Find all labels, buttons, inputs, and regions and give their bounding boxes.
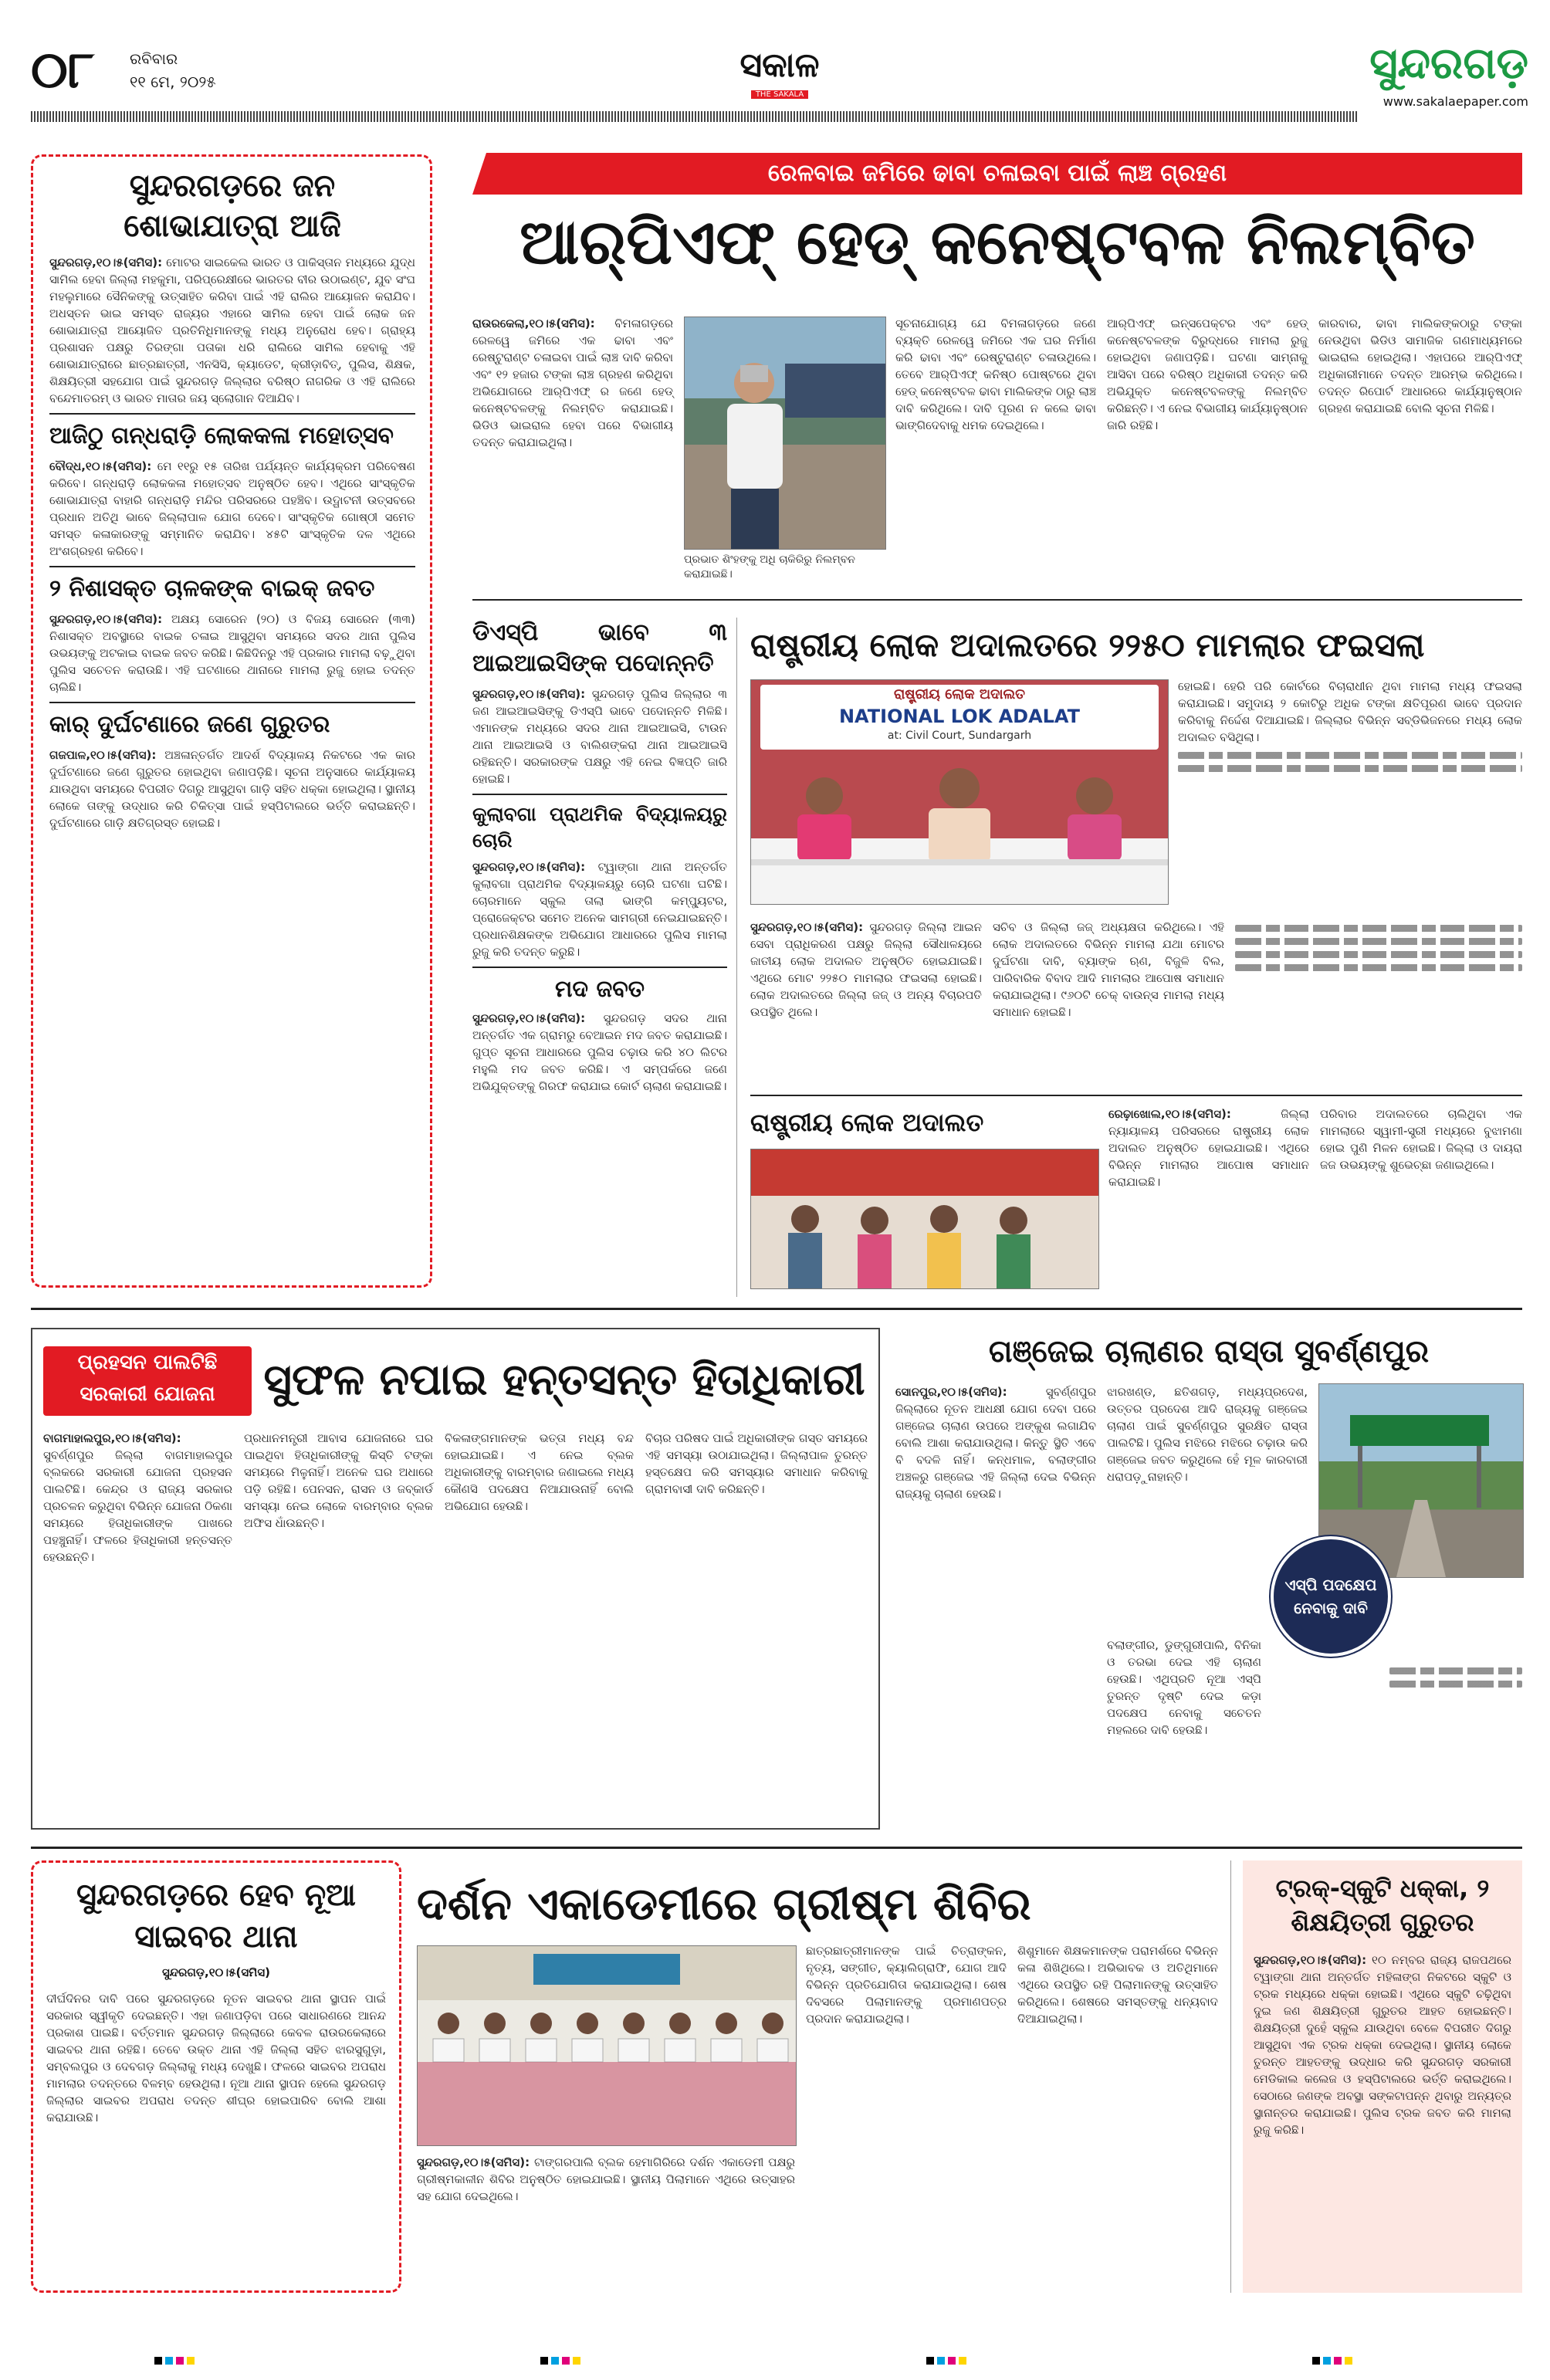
story-body: ସଚିବ ଓ ଜିଲ୍ଲା ଜଜ୍ ଅଧ୍ୟକ୍ଷତା କରିଥିଲେ। ଏହି ଲୋକ ଅଦାଲତରେ ବିଭିନ୍ନ ମାମଲା ଯଥା ମୋଟର ଦୁର୍ଘଟଣା ଦାବି, ବ୍ୟାଙ୍କ ଋଣ, ବିଜୁଳି ବିଲ, ପାରିବାରିକ ବିବାଦ ଆଦି ମାମଲାର ଆପୋଷ ସମାଧାନ କରାଯାଇଥିଲା। ୯୬୦ଟି ଚେକ୍ ବାଉନ୍ସ ମାମଲା ମଧ୍ୟ ସମାଧାନ ହୋଇଛି।	[993, 920, 1224, 1019]
story-body: କାରବାର, ଢାବା ମାଲିକଙ୍କଠାରୁ ଟଙ୍କା ନେଉଥିବା ଭିଡିଓ ସାମାଜିକ ଗଣମାଧ୍ୟମରେ ଭାଇରାଲ ହୋଇଥିଲା। ଏହାପରେ ଆର୍‌ପିଏଫ୍ ଅଧିକାରୀମାନେ ତଦନ୍ତ ଆରମ୍ଭ କରିଥିଲେ। ତଦନ୍ତ ରିପୋର୍ଟ ଆଧାରରେ କାର୍ଯ୍ୟାନୁଷ୍ଠାନ ଗ୍ରହଣ କରାଯାଇଛି ବୋଲି ସୂଚନା ମିଳିଛି।	[1318, 317, 1522, 415]
prahasan-col-4	[645, 1430, 868, 1501]
text-filler	[1235, 938, 1522, 945]
lok-adalat-2-col-a	[1108, 1105, 1309, 1193]
banner-line3: at: Civil Court, Sundargarh	[887, 730, 1032, 742]
lok-adalat-col-a	[750, 919, 982, 1024]
story-body: ୧୦ ନମ୍ବର ରାଜ୍ୟ ରାଜପଥରେ ଟ୍ୱାଙ୍ଗା ଥାନା ଅନ୍ତର୍ଗତ ମହିଳାଙ୍ଗ ନିକଟରେ ସ୍କୁଟି ଓ ଟ୍ରକ ମଧ୍ୟରେ ଧକ୍କା ହୋଇଛି। ଏଥିରେ ସ୍କୁଟି ଚଢ଼ିଥିବା ଦୁଇ ଜଣ ଶିକ୍ଷୟିତ୍ରୀ ଗୁରୁତର ଆହତ ହୋଇଛନ୍ତି। ଶିକ୍ଷୟିତ୍ରୀ ଦୁହେଁ ସ୍କୁଲ ଯାଉଥିବା ବେଳେ ବିପରୀତ ଦିଗରୁ ଆସୁଥିବା ଏକ ଟ୍ରକ ଧକ୍କା ଦେଇଥିଲା। ସ୍ଥାନୀୟ ଲୋକେ ତୁରନ୍ତ ଆହତଙ୍କୁ ଉଦ୍ଧାର କରି ସୁନ୍ଦରଗଡ଼ ସରକାରୀ ମେଡିକାଲ କଲେଜ ଓ ହସ୍ପିଟାଲରେ ଭର୍ତ୍ତି କରାଇଥିଲେ। ସେଠାରେ ଜଣଙ୍କ ଅବସ୍ଥା ସଙ୍କଟାପନ୍ନ ଥିବାରୁ ଅନ୍ୟତ୍ର ସ୍ଥାନାନ୍ତର କରାଯାଇଛି। ପୁଲିସ ଟ୍ରକ ଜବତ କରି ମାମଲା ରୁଜୁ କରିଛି।	[1254, 1953, 1511, 2137]
story-body: ଅକ୍ଷୟ ସୋରେନ (୨୦) ଓ ବିଜୟ ସୋରେନ (୩୩) ନିଶାସକ୍ତ ଅବସ୍ଥାରେ ବାଇକ ଚଳାଇ ଆସୁଥିବା ସମୟରେ ସଦର ଥାନା ପୁଲିସ ଉଭୟଙ୍କୁ ଅଟକାଇ ବାଇକ ଜବତ କରିଛି। କିଛିଦିନରୁ ଏହି ପ୍ରକାର ମାମଲା ବଢ଼ୁଥିବା ପୁଲିସ ସଚେତନ କରାଉଛି। ଏହି ଘଟଣାରେ ଥାନାରେ ମାମଲା ରୁଜୁ ହୋଇ ତଦନ୍ତ ଚାଲିଛି।	[49, 612, 415, 694]
ganja-col-2	[1107, 1383, 1308, 1488]
story-body: ମେ ୧୧ରୁ ୧୫ ତାରିଖ ପର୍ଯ୍ୟନ୍ତ କାର୍ଯ୍ୟକ୍ରମ ପରିବେଷଣ କରିବେ। ଗନ୍ଧରାଡ଼ି ଲୋକକଳା ମହୋତ୍ସବ ଅନୁଷ୍ଠିତ ହେବ। ଏଥିରେ ସାଂସ୍କୃତିକ ଶୋଭାଯାତ୍ରା ବାହାରି ଗନ୍ଧରାଡ଼ି ମନ୍ଦିର ପରିସରରେ ପହଞ୍ଚିବ। ଉଦ୍ଘାଟନୀ ଉତ୍ସବରେ ପ୍ରଧାନ ଅତିଥି ଭାବେ ଜିଲ୍ଲାପାଳ ଯୋଗ ଦେବେ। ସାଂସ୍କୃତିକ ଗୋଷ୍ଠୀ ସମେତ ସମସ୍ତ କଳାକାରଙ୍କୁ ସମ୍ମାନିତ କରାଯିବ। ୪୫ଟି ସାଂସ୍କୃତିକ ଦଳ ଏଥିରେ ଅଂଶଗ୍ରହଣ କରିବେ।	[49, 459, 415, 558]
cyber-dateline: ସୁନ୍ଦରଗଡ଼,୧୦।୫(ସମିସ)	[161, 1965, 271, 1979]
dateline: ସୁନ୍ଦରଗଡ଼,୧୦।୫(ସମିସ):	[472, 860, 586, 874]
text-filler	[1389, 1681, 1522, 1688]
weekday: ରବିବାର	[130, 49, 178, 68]
story-body: ଜିଲ୍ଲା ନ୍ୟାୟାଳୟ ପରିସରରେ ରାଷ୍ଟ୍ରୀୟ ଲୋକ ଅଦାଲତ ଅନୁଷ୍ଠିତ ହୋଇଯାଇଛି। ଏଥିରେ ବିଭିନ୍ନ ମାମଲାର ଆପୋଷ ସମାଧାନ କରାଯାଇଛି।	[1108, 1107, 1309, 1189]
darshan-col-far	[1017, 1942, 1218, 2030]
ganja-col-4	[1107, 1637, 1261, 1742]
truck-body	[1254, 1952, 1511, 2141]
dateline: ସୁନ୍ଦରଗଡ଼,୧୦।୫(ସମିସ):	[49, 612, 163, 626]
lead-col-5	[1318, 315, 1522, 420]
tag-line-2: ସରକାରୀ ଯୋଜନା	[80, 1383, 215, 1406]
cyber-headline: ସୁନ୍ଦରଗଡ଼ରେ ହେବ ନୂଆ ସାଇବର ଥାନା	[76, 1877, 357, 1955]
dateline: ସୁନ୍ଦରଗଡ଼,୧୦।୫(ସମିସ):	[417, 2155, 530, 2169]
paper-sub: THE SAKALA	[751, 90, 808, 99]
group-photo-icon	[418, 1946, 796, 2145]
people-group-icon	[751, 680, 1168, 904]
text-filler	[1389, 1667, 1522, 1674]
story-body: ବିଚାର ପରିଷଦ ପାଇଁ ଅଧିକାରୀଙ୍କ ଗସ୍ତ ସମୟରେ ଏହି ସମସ୍ୟା ଉଠାଯାଇଥିଲା। ଜିଲ୍ଲାପାଳ ତୁରନ୍ତ ହସ୍ତକ୍ଷେପ କରି ସମସ୍ୟାର ସମାଧାନ କରିବାକୁ ଗ୍ରାମବାସୀ ଦାବି କରିଛନ୍ତି।	[645, 1431, 868, 1496]
dateline: ସୁନ୍ଦରଗଡ଼,୧୦।୫(ସମିସ):	[472, 687, 586, 701]
lok-adalat-col-right	[1178, 678, 1522, 778]
story-headline: ଆଜିଠୁ ଗନ୍ଧରାଡ଼ି ଲୋକକଳା ମହୋତ୍ସବ	[49, 422, 394, 449]
darshan-headline: ଦର୍ଶନ ଏକାଡେମୀରେ ଗ୍ରୀଷ୍ମ ଶିବିର	[417, 1877, 1031, 1930]
story-body: ଦୀର୍ଘଦିନର ଦାବି ପରେ ସୁନ୍ଦରଗଡ଼ରେ ନୂତନ ସାଇବର ଥାନା ସ୍ଥାପନ ପାଇଁ ସରକାର ସ୍ୱୀକୃତି ଦେଇଛନ୍ତି। ଏହା ଜଣାପଡ଼ିବା ପରେ ସାଧାରଣରେ ଆନନ୍ଦ ପ୍ରକାଶ ପାଇଛି। ବର୍ତ୍ତମାନ ସୁନ୍ଦରଗଡ଼ ଜିଲ୍ଲାରେ କେବଳ ରାଉରକେଲାରେ ସାଇବର ଥାନା ରହିଛି। ତେବେ ଉକ୍ତ ଥାନା ଏହି ଜିଲ୍ଲା ସହିତ ଝାରସୁଗୁଡ଼ା, ସମ୍ବଲପୁର ଓ ଦେବଗଡ଼ ଜିଲ୍ଲାକୁ ମଧ୍ୟ ଦେଖୁଛି। ଫଳରେ ସାଇବର ଅପରାଧ ମାମଲାର ତଦନ୍ତରେ ବିଳମ୍ବ ହେଉଥିଲା। ନୂଆ ଥାନା ସ୍ଥାପନ ହେଲେ ସୁନ୍ଦରଗଡ଼ ଜିଲ୍ଲାର ସାଇବର ଅପରାଧ ତଦନ୍ତ ଶୀଘ୍ର ହୋଇପାରିବ ବୋଲି ଆଶା କରାଯାଉଛି।	[46, 1992, 386, 2124]
prahasan-col-3	[445, 1430, 634, 1518]
lok-adalat-2-col-b	[1320, 1105, 1522, 1176]
story-headline: ସୁନ୍ଦରଗଡ଼ରେ ଜନ ଶୋଭାଯାତ୍ରା ଆଜି	[124, 168, 341, 244]
color-registration-icon	[154, 2355, 1389, 2366]
divider	[750, 1095, 1522, 1096]
story-body: ଟ୍ୱାଙ୍ଗା ଥାନା ଅନ୍ତର୍ଗତ କୁଲାବଗା ପ୍ରାଥମିକ ବିଦ୍ୟାଳୟରୁ ଚୋରି ଘଟଣା ଘଟିଛି। ଚୋରମାନେ ସ୍କୁଲ ତାଲା ଭାଙ୍ଗି କମ୍ପ୍ୟୁଟର, ପ୍ରୋଜେକ୍ଟର ସମେତ ଅନେକ ସାମଗ୍ରୀ ନେଇଯାଇଛନ୍ତି। ପ୍ରଧାନଶିକ୍ଷକଙ୍କ ଅଭିଯୋଗ ଆଧାରରେ ପୁଲିସ ମାମଲା ରୁଜୁ କରି ତଦନ୍ତ କରୁଛି।	[472, 860, 727, 959]
darshan-col-bottom	[417, 2154, 795, 2208]
date: ୧୧ ମେ, ୨୦୨୫	[130, 73, 216, 91]
truck-headline: ଟ୍ରକ୍-ସ୍କୁଟି ଧକ୍କା, ୨ ଶିକ୍ଷୟିତ୍ରୀ ଗୁରୁତର	[1275, 1874, 1490, 1937]
divider	[472, 599, 1522, 601]
story-headline: ୨ ନିଶାସକ୍ତ ଚାଳକଙ୍କ ବାଇକ୍ ଜବତ	[49, 575, 375, 602]
story-headline: ଡିଏସ୍‌ପି ଭାବେ ୩ ଆଇଆଇସିଙ୍କ ପଦୋନ୍ନତି	[472, 619, 727, 677]
banner-line1: ରାଷ୍ଟ୍ରୀୟ ଲୋକ ଅଦାଲତ	[893, 686, 1026, 702]
story-body: ମୋଟର ସାଇକେଲ ଭାରତ ଓ ପାକିସ୍ତାନ ମଧ୍ୟରେ ଯୁଦ୍ଧ ସାମିଲ ହେବା ଜିଲ୍ଲା ମହକୁମା, ପରିପ୍ରେକ୍ଷୀରେ ଭାରତର ବୀର ଉଠାଇଣ୍ଟ, ଯୁବ ସଂଘ ମହଲୁମାରେ ସୈନିକଙ୍କୁ ଉତ୍ସାହିତ କରିବା ପାଇଁ ଏହି ରାଲିର ଆୟୋଜନ କରାଯିବ। ଅଧସ୍ତନ ଭାଇ ସମସ୍ତ ରାଜ୍ୟର ଏହାରେ ସାମିଲ ହେବା ପାଇଁ ଲୋକ ଜନ ଶୋଭାଯାତ୍ରା ଆୟୋଜିତ ପ୍ରତିନିଧିମାନଙ୍କୁ ମଧ୍ୟ ଅନୁରୋଧ ହେବ। ଗ୍ରାହ୍ୟ ପ୍ରଶାସନ ପକ୍ଷରୁ ତିରଙ୍ଗା ପତାକା ଧରି ରାଲିରେ ସାମିଲ ହେବାକୁ ଏହି ଶୋଭାଯାତ୍ରାରେ ଛାତ୍ରଛାତ୍ରୀ, ଏନସିସି, କ୍ୟାଡେଟ, କ୍ରୀଡ଼ାବିତ୍, ପୁଲିସ, ଶିକ୍ଷକ, ଶିକ୍ଷୟିତ୍ରୀ ସହଯୋଗ ପାଇଁ ସୁନ୍ଦରଗଡ଼ ଜିଲ୍ଲାର ବରିଷ୍ଠ ନାଗରିକ ଓ ଏହି ରାଲିରେ ବନ୍ଦେମାତରମ୍ ଓ ଭାରତ ମାତାର ଜୟ ସ୍ଲୋଗାନ ଦିଆଯିବ।	[49, 256, 415, 405]
lok-adalat-photo	[750, 679, 1169, 905]
ganja-badge	[1271, 1536, 1391, 1657]
text-filler	[1178, 765, 1522, 772]
story-body: ଟାଙ୍ଗରପାଲି ବ୍ଲକ ହେମାଗିରିରେ ଦର୍ଶନ ଏକାଡେମୀ ପକ୍ଷରୁ ଗ୍ରୀଷ୍ମକାଳୀନ ଶିବିର ଅନୁଷ୍ଠିତ ହୋଇଯାଇଛି। ସ୍ଥାନୀୟ ପିଲାମାନେ ଏଥିରେ ଉତ୍ସାହର ସହ ଯୋଗ ଦେଇଥିଲେ।	[417, 2155, 795, 2203]
ganja-col-1	[895, 1383, 1096, 1505]
dateline: ସୁନ୍ଦରଗଡ଼,୧୦।୫(ସମିସ):	[750, 920, 864, 934]
lok-adalat-col-b	[993, 919, 1224, 1024]
lead-col-1	[472, 315, 673, 454]
darshan-col-right	[806, 1942, 1007, 2030]
divider	[31, 1847, 1522, 1849]
lead-kicker-banner	[472, 153, 1522, 195]
website: www.sakalaepaper.com	[1382, 94, 1528, 109]
story-body: ପରିବାର ଅଦାଲତରେ ଚାଲିଥିବା ଏକ ମାମଲାରେ ସ୍ୱାମୀ-ସ୍ତ୍ରୀ ମଧ୍ୟରେ ବୁଝାମଣା ହୋଇ ପୁଣି ମିଳନ ହୋଇଛି। ଜିଲ୍ଲା ଓ ଦାୟରା ଜଜ ଉଭୟଙ୍କୁ ଶୁଭେଚ୍ଛା ଜଣାଇଥିଲେ।	[1320, 1107, 1522, 1172]
story-body: ଝାରଖଣ୍ଡ, ଛତିଶଗଡ଼, ମଧ୍ୟପ୍ରଦେଶ, ଉତ୍ତର ପ୍ରଦେଶ ଆଦି ରାଜ୍ୟକୁ ଗଞ୍ଜେଇ ଚାଲାଣ ପାଇଁ ସୁବର୍ଣ୍ଣପୁର ସୁରକ୍ଷିତ ରାସ୍ତା ପାଲଟିଛି। ପୁଲିସ ମଝିରେ ମଝିରେ ଚଢ଼ାଉ କରି ଗଞ୍ଜେଇ ଜବତ କରୁଥିଲେ ହେଁ ମୂଳ କାରବାରୀ ଧରାପଡ଼ୁନାହାନ୍ତି।	[1107, 1385, 1308, 1484]
kicker-text: ରେଳବାଇ ଜମିରେ ଢାବା ଚଳାଇବା ପାଇଁ ଲାଞ୍ଚ ଗ୍ରହଣ	[767, 160, 1227, 187]
text-filler	[1235, 964, 1522, 971]
story-body: ଅଞ୍ଚଳାନ୍ତର୍ଗତ ଆଦର୍ଶ ବିଦ୍ୟାଳୟ ନିକଟରେ ଏକ କାର ଦୁର୍ଘଟଣାରେ ଜଣେ ଗୁରୁତର ହୋଇଥିବା ଜଣାପଡ଼ିଛି। ସୂଚନା ଅନୁସାରେ କାର୍ଯ୍ୟାଳୟ ଯାଉଥିବା ସମୟରେ ବିପରୀତ ଦିଗରୁ ଆସୁଥିବା ଗାଡ଼ି ସହିତ ଧକ୍କା ହୋଇଥିଲା। ସ୍ଥାନୀୟ ଲୋକେ ତାଙ୍କୁ ଉଦ୍ଧାର କରି ଚିକିତ୍ସା ପାଇଁ ହସ୍ପିଟାଲରେ ଭର୍ତ୍ତି କରାଇଛନ୍ତି। ଦୁର୍ଘଟଣାରେ ଗାଡ଼ି କ୍ଷତିଗ୍ରସ୍ତ ହୋଇଛି।	[49, 748, 415, 830]
lead-photo-caption: ପ୍ରଭାତ ଶିଂହଙ୍କୁ ଅଧି ଚାକିରିରୁ ନିଲମ୍ବନ କରାଯାଇଛି।	[684, 554, 855, 581]
lead-headline: ଆର୍‌ପିଏଫ୍ ହେଡ୍ କନେଷ୍ଟବଳ ନିଲମ୍ବିତ	[519, 206, 1475, 278]
masthead	[0, 0, 1550, 108]
lead-col-4	[1107, 315, 1308, 437]
lead-photo	[684, 317, 886, 550]
prahasan-col-1	[43, 1430, 232, 1569]
person-photo-icon	[685, 317, 885, 549]
dateline: ରେଢ଼ାଖୋଲ,୧୦।୫(ସମିସ):	[1108, 1107, 1231, 1121]
story-body: ଛାତ୍ରଛାତ୍ରୀମାନଙ୍କ ପାଇଁ ଚିତ୍ରାଙ୍କନ, ନୃତ୍ୟ, ସଙ୍ଗୀତ, କ୍ୟାଲିଗ୍ରାଫି, ଯୋଗ ଆଦି ବିଭିନ୍ନ ପ୍ରତିଯୋଗିତା କରାଯାଇଥିଲା। ଶେଷ ଦିବସରେ ପିଲାମାନଙ୍କୁ ପ୍ରମାଣପତ୍ର ପ୍ରଦାନ କରାଯାଇଥିଲା।	[806, 1944, 1007, 2026]
story-headline: ମଦ ଜବତ	[554, 976, 645, 1003]
badge-text: ଏସ୍‌ପି ପଦକ୍ଷେପ ନେବାକୁ ଦାବି	[1284, 1576, 1377, 1617]
story-body: ଶିଶୁମାନେ ଶିକ୍ଷକମାନଙ୍କ ପରାମର୍ଶରେ ବିଭିନ୍ନ କଳା ଶିଖିଥିଲେ। ଅଭିଭାବକ ଓ ଅତିଥିମାନେ ଏଥିରେ ଉପସ୍ଥିତ ରହି ପିଲାମାନଙ୍କୁ ଉତ୍ସାହିତ କରିଥିଲେ। ଶେଷରେ ସମସ୍ତଙ୍କୁ ଧନ୍ୟବାଦ ଦିଆଯାଇଥିଲା।	[1017, 1944, 1218, 2026]
story-body: ସୁନ୍ଦରଗଡ଼ ଜିଲ୍ଲା ଆଇନ ସେବା ପ୍ରାଧିକରଣ ପକ୍ଷରୁ ଜିଲ୍ଲା ସୌଧାଳୟରେ ଜାତୀୟ ଲୋକ ଅଦାଲତ ଅନୁଷ୍ଠିତ ହୋଇଯାଇଛି। ଏଥିରେ ମୋଟ ୨୨୫୦ ମାମଲାର ଫଇସଲା ହୋଇଛି। ଲୋକ ଅଦାଲତରେ ଜିଲ୍ଲା ଜଜ୍ ଓ ଅନ୍ୟ ବିଚାରପତି ଉପସ୍ଥିତ ଥିଲେ।	[750, 920, 982, 1019]
dateline: ବୌଦ୍ଧ,୧୦।୫(ସମିସ):	[49, 459, 152, 473]
story-headline: କାର୍ ଦୁର୍ଘଟଣାରେ ଜଣେ ଗୁରୁତର	[49, 711, 330, 738]
darshan-photo	[417, 1945, 797, 2146]
dateline: ସୁନ୍ଦରଗଡ଼,୧୦।୫(ସମିସ):	[1254, 1953, 1367, 1967]
story-body: ସୁବର୍ଣ୍ଣପୁର ଜିଲ୍ଲାରେ ନୂତନ ଆଧକ୍ଷୀ ଯୋଗ ଦେବା ପରେ ଗଞ୍ଜେଇ ଚାଲାଣ ଉପରେ ଅଙ୍କୁଶ ଲଗାଯିବ ବୋଲି ଆଶା କରାଯାଉଥିଲା। କିନ୍ତୁ ସ୍ଥିତି ଏବେ ବି ବଦଳି ନାହିଁ। କନ୍ଧମାଳ, ବଲାଙ୍ଗୀର ଅଞ୍ଚଳରୁ ଗଞ୍ଜେଇ ଏହି ଜିଲ୍ଲା ଦେଇ ବିଭିନ୍ନ ରାଜ୍ୟକୁ ଚାଲାଣ ହେଉଛି।	[895, 1385, 1096, 1501]
lok-adalat-headline: ରାଷ୍ଟ୍ରୀୟ ଲୋକ ଅଦାଲତରେ ୨୨୫୦ ମାମଲାର ଫଇସଲା	[750, 626, 1425, 664]
divider	[1230, 1860, 1231, 2293]
story-body: ସୁନ୍ଦରଗଡ଼ ପୁଲିସ ଜିଲ୍ଲାର ୩ ଜଣ ଆଇଆଇସିଙ୍କୁ ଡିଏସ୍‌ପି ଭାବେ ପଦୋନ୍ନତି ମିଳିଛି। ଏମାନଙ୍କ ମଧ୍ୟରେ ସଦର ଥାନା ଆଇଆଇସି, ଟାଉନ ଥାନା ଆଇଆଇସି ଓ ବାଲିଶଙ୍କରା ଥାନା ଆଇଆଇସି ରହିଛନ୍ତି। ସରକାରଙ୍କ ପକ୍ଷରୁ ଏହି ନେଇ ବିଜ୍ଞପ୍ତି ଜାରି ହୋଇଛି।	[472, 687, 727, 786]
tag-line-1: ପ୍ରହସନ ପାଲଟିଛି	[77, 1351, 218, 1374]
lok-adalat-col-c	[1235, 919, 1522, 977]
left-column	[49, 166, 415, 835]
dateline: ସୁନ୍ଦରଗଡ଼,୧୦।୫(ସମିସ):	[49, 256, 163, 269]
masthead-rule	[31, 111, 1359, 122]
prahasan-tag	[43, 1346, 252, 1416]
lead-col-3	[895, 315, 1096, 437]
story-body: ସୁନ୍ଦରଗଡ଼ ସଦର ଥାନା ଅନ୍ତର୍ଗତ ଏକ ଗ୍ରାମରୁ ବେଆଇନ ମଦ ଜବତ କରାଯାଇଛି। ଗୁପ୍ତ ସୂଚନା ଆଧାରରେ ପୁଲିସ ଚଢ଼ାଉ କରି ୪୦ ଲିଟର ମହୁଲି ମଦ ଜବତ କରିଛି। ଏ ସମ୍ପର୍କରେ ଜଣେ ଅଭିଯୁକ୍ତଙ୍କୁ ଗିରଫ କରାଯାଇ କୋର୍ଟ ଚାଲାଣ କରାଯାଇଛି।	[472, 1011, 727, 1093]
prahasan-col-2	[244, 1430, 433, 1535]
prahasan-headline: ସୁଫଳ ନପାଇ ହନ୍ତସନ୍ତ ହିତାଧିକାରୀ	[263, 1355, 865, 1405]
story-body: ଆର୍‌ପିଏଫ୍ ଇନ୍ସପେକ୍ଟର ଏବଂ ହେଡ୍ କନେଷ୍ଟବଳଙ୍କ ବିରୁଦ୍ଧରେ ମାମଲା ରୁଜୁ ହୋଇଥିବା ଜଣାପଡ଼ିଛି। ଘଟଣା ସାମ୍ନାକୁ ଆସିବା ପରେ ବରିଷ୍ଠ ଅଧିକାରୀ ତଦନ୍ତ କରି ଅଭିଯୁକ୍ତ କନେଷ୍ଟବଳଙ୍କୁ ନିଲମ୍ବିତ କରିଛନ୍ତି। ଏ ନେଇ ବିଭାଗୀୟ କାର୍ଯ୍ୟାନୁଷ୍ଠାନ ଜାରି ରହିଛି।	[1107, 317, 1308, 432]
ganja-headline: ଗଞ୍ଜେଇ ଚାଲାଣର ରାସ୍ତା ସୁବର୍ଣ୍ଣପୁର	[988, 1334, 1430, 1369]
divider	[31, 1308, 1522, 1310]
paper-logo	[726, 46, 834, 100]
banner-line2: NATIONAL LOK ADALAT	[838, 706, 1081, 727]
divider	[736, 618, 737, 1297]
story-body: ବଲାଙ୍ଗୀର, ଡୁଙ୍ଗୁରୀପାଲି, ବିନିକା ଓ ତରଭା ଦେଇ ଏହି ଚାଲାଣ ହେଉଛି। ଏଥିପ୍ରତି ନୂଆ ଏସ୍‌ପି ତୁରନ୍ତ ଦୃଷ୍ଟି ଦେଇ କଡ଼ା ପଦକ୍ଷେପ ନେବାକୁ ସଚେତନ ମହଲରେ ଦାବି ହେଉଛି।	[1107, 1638, 1261, 1737]
ganja-col-3	[1389, 1661, 1522, 1694]
story-body: ସୂଚନାଯୋଗ୍ୟ ଯେ ବିମଳାଗଡ଼ରେ ଜଣେ ବ୍ୟକ୍ତି ରେଳୱେ ଜମିରେ ଏକ ଘର ନିର୍ମାଣ କରି ଢାବା ଏବଂ ରେଷ୍ଟୁରାଣ୍ଟ ଚଳାଉଥିଲେ। ତେବେ ଆର୍‌ପିଏଫ୍ କନିଷ୍ଠ ପୋଷ୍ଟରେ ଥିବା ହେଡ୍ କନେଷ୍ଟବଳ ଢାବା ମାଲିକଙ୍କ ଠାରୁ ଲାଞ୍ଚ ଦାବି କରିଥିଲେ। ଦାବି ପୂରଣ ନ କଲେ ଢାବା ଭାଙ୍ଗିଦେବାକୁ ଧମକ ଦେଇଥିଲେ।	[895, 317, 1096, 432]
page-number: ୦୮	[31, 40, 95, 100]
text-filler	[1235, 951, 1522, 958]
cyber-body	[46, 1990, 386, 2129]
dateline: ସୋନପୁର,୧୦।୫(ସମିସ):	[895, 1385, 1007, 1399]
dateline: ରାଉରକେଲା,୧୦।୫(ସମିସ):	[472, 317, 595, 330]
story-body: ହୋଇଛି। ହେରି ପରି କୋର୍ଟରେ ବିଚାରାଧୀନ ଥିବା ମାମଲା ମଧ୍ୟ ଫଇସଲା କରାଯାଇଛି। ସମୁଦାୟ ୨ କୋଟିରୁ ଅଧିକ ଟଙ୍କା କ୍ଷତିପୂରଣ ଭାବେ ପ୍ରଦାନ କରିବାକୁ ନିର୍ଦ୍ଦେଶ ଦିଆଯାଇଛି। ଜିଲ୍ଲାର ବିଭିନ୍ନ ସବ୍‌ଡିଭିଜନରେ ମଧ୍ୟ ଲୋକ ଅଦାଲତ ବସିଥିଲା।	[1178, 679, 1522, 744]
people-group-icon	[751, 1149, 1098, 1288]
text-filler	[1235, 925, 1522, 932]
story-body: ପ୍ରଧାନମନ୍ତ୍ରୀ ଆବାସ ଯୋଜନାରେ ଘର ପାଇଥିବା ହିତାଧିକାରୀଙ୍କୁ କିସ୍ତି ଟଙ୍କା ସମୟରେ ମିଳୁନାହିଁ। ଅନେକ ଘର ଅଧାରେ ପଡ଼ି ରହିଛି। ପେନସନ, ରାସନ ଓ ଜବ୍‌କାର୍ଡ ସମସ୍ୟା ନେଇ ଲୋକେ ବାରମ୍ବାର ବ୍ଲକ ଅଫିସ ଧାଁଉଛନ୍ତି।	[244, 1431, 433, 1530]
dateline: ଗଜପାଳ,୧୦।୫(ସମିସ):	[49, 748, 157, 762]
story-body: ବିମଳାଗଡ଼ରେ ରେଳୱେ ଜମିରେ ଏକ ଢାବା ଏବଂ ରେଷ୍ଟୁରାଣ୍ଟ ଚଳାଇବା ପାଇଁ ଲାଞ୍ଚ ଦାବି କରିବା ଏବଂ ୧୨ ହଜାର ଟଙ୍କା ଲାଞ୍ଚ ଗ୍ରହଣ କରିଥିବା ଅଭିଯୋଗରେ ଆର୍‌ପିଏଫ୍ ର ଜଣେ ହେଡ୍ କନେଷ୍ଟବଳଙ୍କୁ ନିଲମ୍ବିତ କରାଯାଇଛି। ଭିଡିଓ ଭାଇରାଲ ହେବା ପରେ ବିଭାଗୀୟ ତଦନ୍ତ କରାଯାଇଥିଲା।	[472, 317, 673, 449]
story-headline: କୁଲାବଗା ପ୍ରାଥମିକ ବିଦ୍ୟାଳୟରୁ ଚୋରି	[472, 803, 727, 851]
story-body: ବିକଳାଙ୍ଗମାନଙ୍କ ଭତ୍ତା ମଧ୍ୟ ବନ୍ଦ ହୋଇଯାଇଛି। ଏ ନେଇ ବ୍ଲକ ଅଧିକାରୀଙ୍କୁ ବାରମ୍ବାର ଜଣାଇଲେ ମଧ୍ୟ କୌଣସି ପଦକ୍ଷେପ ନିଆଯାଉନାହିଁ ବୋଲି ଅଭିଯୋଗ ହେଉଛି।	[445, 1431, 634, 1513]
lok-adalat-2-photo	[750, 1149, 1099, 1289]
edition-name: ସୁନ୍ଦରଗଡ଼	[1369, 39, 1528, 89]
dateline: ବାଗମାହାଲପୁର,୧୦।୫(ସମିସ):	[43, 1431, 181, 1445]
middle-left-column	[472, 618, 727, 1098]
lok-adalat-2-headline: ରାଷ୍ଟ୍ରୀୟ ଲୋକ ଅଦାଲତ	[750, 1108, 984, 1137]
story-body: ସୁବର୍ଣ୍ଣପୁର ଜିଲ୍ଲା ବାଗମାହାଲପୁର ବ୍ଲକରେ ସରକାରୀ ଯୋଜନା ପ୍ରହସନ ପାଲଟିଛି। କେନ୍ଦ୍ର ଓ ରାଜ୍ୟ ସରକାର ପ୍ରଚଳନ କରୁଥିବା ବିଭିନ୍ନ ଯୋଜନା ଠିକଣା ସମୟରେ ହିତାଧିକାରୀଙ୍କ ପାଖରେ ପହଞ୍ଚୁନାହିଁ। ଫଳରେ ହିତାଧିକାରୀ ହନ୍ତସନ୍ତ ହେଉଛନ୍ତି।	[43, 1448, 232, 1564]
dateline: ସୁନ୍ଦରଗଡ଼,୧୦।୫(ସମିସ):	[472, 1011, 586, 1025]
paper-name: ସକାଳ	[739, 46, 820, 85]
print-color-bar	[154, 2355, 1389, 2365]
text-filler	[1178, 752, 1522, 759]
